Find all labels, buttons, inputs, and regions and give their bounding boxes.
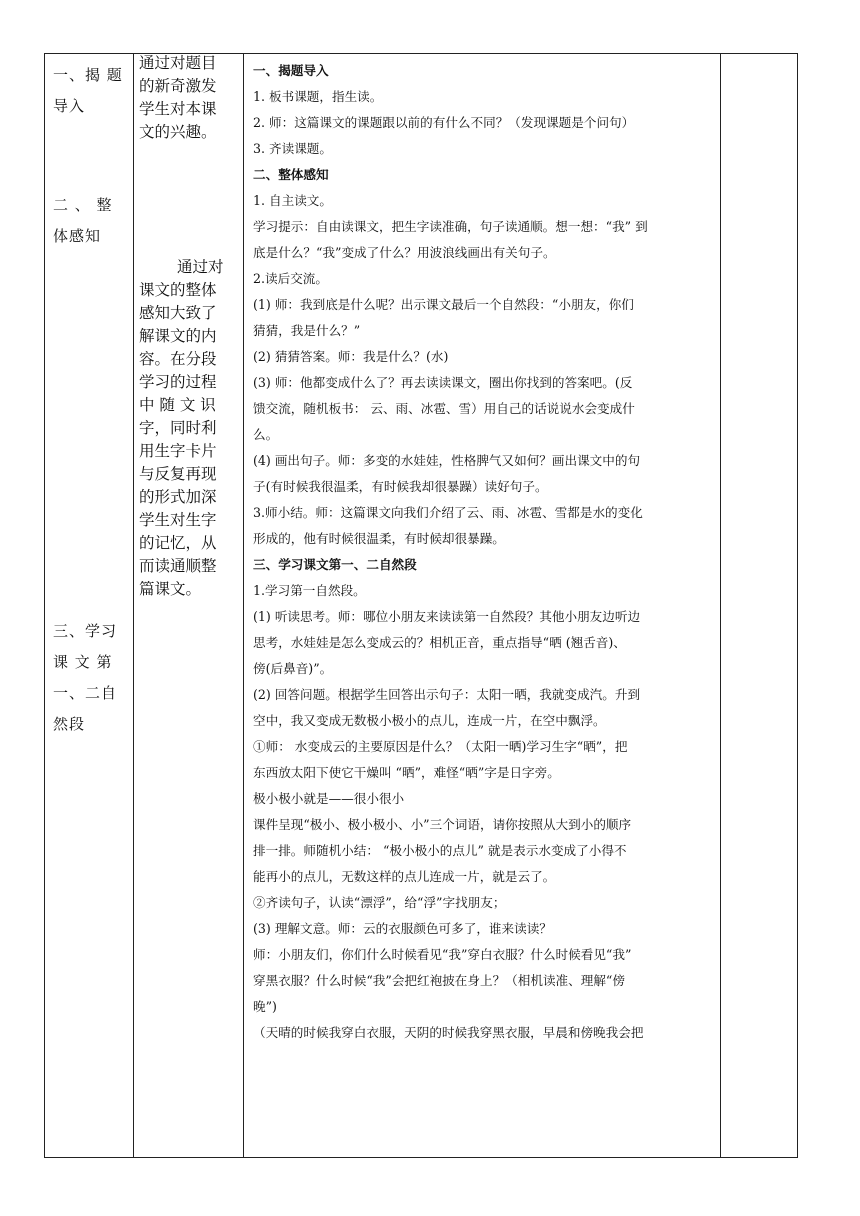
process-line: 思考，水娃娃是怎么变成云的？相机正音，重点指导“晒 (翘舌音)、 <box>253 635 626 650</box>
stage-cell <box>45 54 134 1158</box>
purpose-line: 用生字卡片 <box>139 442 217 460</box>
process-line: 3. 齐读课题。 <box>253 141 332 156</box>
notes-cell <box>721 54 798 1158</box>
stage-line: 课 文 第 <box>53 653 113 671</box>
purpose-line: 的形式加深 <box>139 488 217 506</box>
process-line: 排一排。师随机小结： “极小极小的点儿” 就是表示水变成了小得不 <box>253 843 627 858</box>
process-line: 师：小朋友们，你们什么时候看见“我”穿白衣服？什么时候看见“我” <box>253 947 632 962</box>
process-line: 1. 板书课题，指生读。 <box>253 89 383 104</box>
process-line: 1. 自主读文。 <box>253 193 332 208</box>
process-line: 馈交流，随机板书： 云、雨、冰雹、雪）用自己的话说说水会变成什 <box>253 401 635 416</box>
purpose-line: 感知大致了 <box>139 304 217 322</box>
process-line: ②齐读句子，认读“漂浮”，给“浮”字找朋友； <box>253 895 506 910</box>
purpose-line: 课文的整体 <box>139 281 217 299</box>
purpose-line: 学习的过程 <box>139 373 217 391</box>
process-line: 2.读后交流。 <box>253 271 328 286</box>
purpose-line: 的新奇激发 <box>139 77 217 95</box>
process-line: 课件呈现“极小、极小极小、小”三个词语，请你按照从大到小的顺序 <box>253 817 632 832</box>
purpose-line: 解课文的内 <box>139 327 217 345</box>
purpose-line: 篇课文。 <box>139 580 202 598</box>
process-line: (3) 师：他都变成什么了？再去读读课文，圈出你找到的答案吧。(反 <box>253 375 633 390</box>
process-line: 底是什么？“我”变成了什么？用波浪线画出有关句子。 <box>253 245 556 260</box>
process-line: (2) 猜猜答案。师：我是什么？(水) <box>253 349 449 364</box>
process-cell <box>244 54 721 1158</box>
process-line: 晚”) <box>253 999 277 1014</box>
table-row <box>45 54 798 1158</box>
process-line: 1.学习第一自然段。 <box>253 583 366 598</box>
purpose-line: 学生对生字 <box>139 511 217 529</box>
process-line: 极小极小就是——很小很小 <box>253 791 405 806</box>
purpose-line: 而读通顺整 <box>139 557 217 575</box>
process-line: (3) 理解文意。师：云的衣服颜色可多了，谁来读读？ <box>253 921 552 936</box>
process-line: （天晴的时候我穿白衣服，天阴的时候我穿黑衣服，早晨和傍晚我会把 <box>253 1025 644 1040</box>
stage-line: 二 、 整 <box>53 196 113 214</box>
section-heading: 三、学习课文第一、二自然段 <box>253 557 417 572</box>
process-line: (2) 回答问题。根据学生回答出示句子：太阳一晒，我就变成汽。升到 <box>253 687 641 702</box>
teaching-process <box>244 58 721 1046</box>
purpose-line: 字，同时利 <box>139 419 217 437</box>
process-line: 东西放太阳下使它干燥叫 “晒”，难怪“晒”字是日字旁。 <box>253 765 560 780</box>
stage-3 <box>53 616 117 740</box>
purpose-line: 文的兴趣。 <box>139 123 217 141</box>
process-line: (1) 听读思考。师：哪位小朋友来读读第一自然段？其他小朋友边听边 <box>253 609 641 624</box>
process-line: 么。 <box>253 427 279 442</box>
process-line: 3.师小结。师：这篇课文向我们介绍了云、雨、冰雹、雪都是水的变化 <box>253 505 643 520</box>
process-line: 猜猜，我是什么？” <box>253 323 361 338</box>
process-line: 形成的，他有时候很温柔，有时候却很暴躁。 <box>253 531 505 546</box>
process-line: 傍(后鼻音)”。 <box>253 661 333 676</box>
purpose-cell <box>134 54 244 1158</box>
stage-2 <box>53 190 113 252</box>
process-line: 学习提示：自由读课文，把生字读准确，句子读通顺。想一想：“我” 到 <box>253 219 648 234</box>
stage-line: 一、揭 题 <box>53 66 123 84</box>
stage-line: 三、学习 <box>53 622 118 640</box>
purpose-1 <box>139 54 217 145</box>
stage-line: 导入 <box>53 97 86 115</box>
section-heading: 一、揭题导入 <box>253 63 329 78</box>
process-line: 能再小的点儿，无数这样的点儿连成一片，就是云了。 <box>253 869 556 884</box>
process-line: ①师： 水变成云的主要原因是什么？（太阳一晒)学习生字“晒”，把 <box>253 739 628 754</box>
stage-line: 体感知 <box>53 227 102 245</box>
process-line: (4) 画出句子。师：多变的水娃娃，性格脾气又如何？画出课文中的句 <box>253 453 641 468</box>
stage-1 <box>53 60 123 122</box>
section-heading: 二、整体感知 <box>253 167 329 182</box>
lesson-plan-table <box>44 53 798 1158</box>
process-line: 空中，我又变成无数极小极小的点儿，连成一片，在空中飘浮。 <box>253 713 606 728</box>
purpose-line: 容。在分段 <box>139 350 217 368</box>
purpose-line: 的记忆，从 <box>139 534 217 552</box>
process-line: 子(有时候我很温柔，有时候我却很暴躁）读好句子。 <box>253 479 548 494</box>
purpose-line: 学生对本课 <box>139 100 217 118</box>
stage-line: 一、二自 <box>53 684 118 702</box>
process-line: 穿黑衣服？什么时候“我”会把红袍披在身上？（相机读准、理解“傍 <box>253 973 625 988</box>
purpose-line: 通过对 <box>177 258 224 276</box>
purpose-line: 与反复再现 <box>139 465 217 483</box>
purpose-2 <box>139 256 224 601</box>
stage-line: 然段 <box>53 715 86 733</box>
purpose-line: 中 随 文 识 <box>139 396 216 414</box>
process-line: (1) 师：我到底是什么呢？出示课文最后一个自然段：“小朋友，你们 <box>253 297 634 312</box>
purpose-line: 通过对题目 <box>139 54 217 72</box>
process-line: 2. 师：这篇课文的课题跟以前的有什么不同？（发现课题是个问句） <box>253 115 635 130</box>
